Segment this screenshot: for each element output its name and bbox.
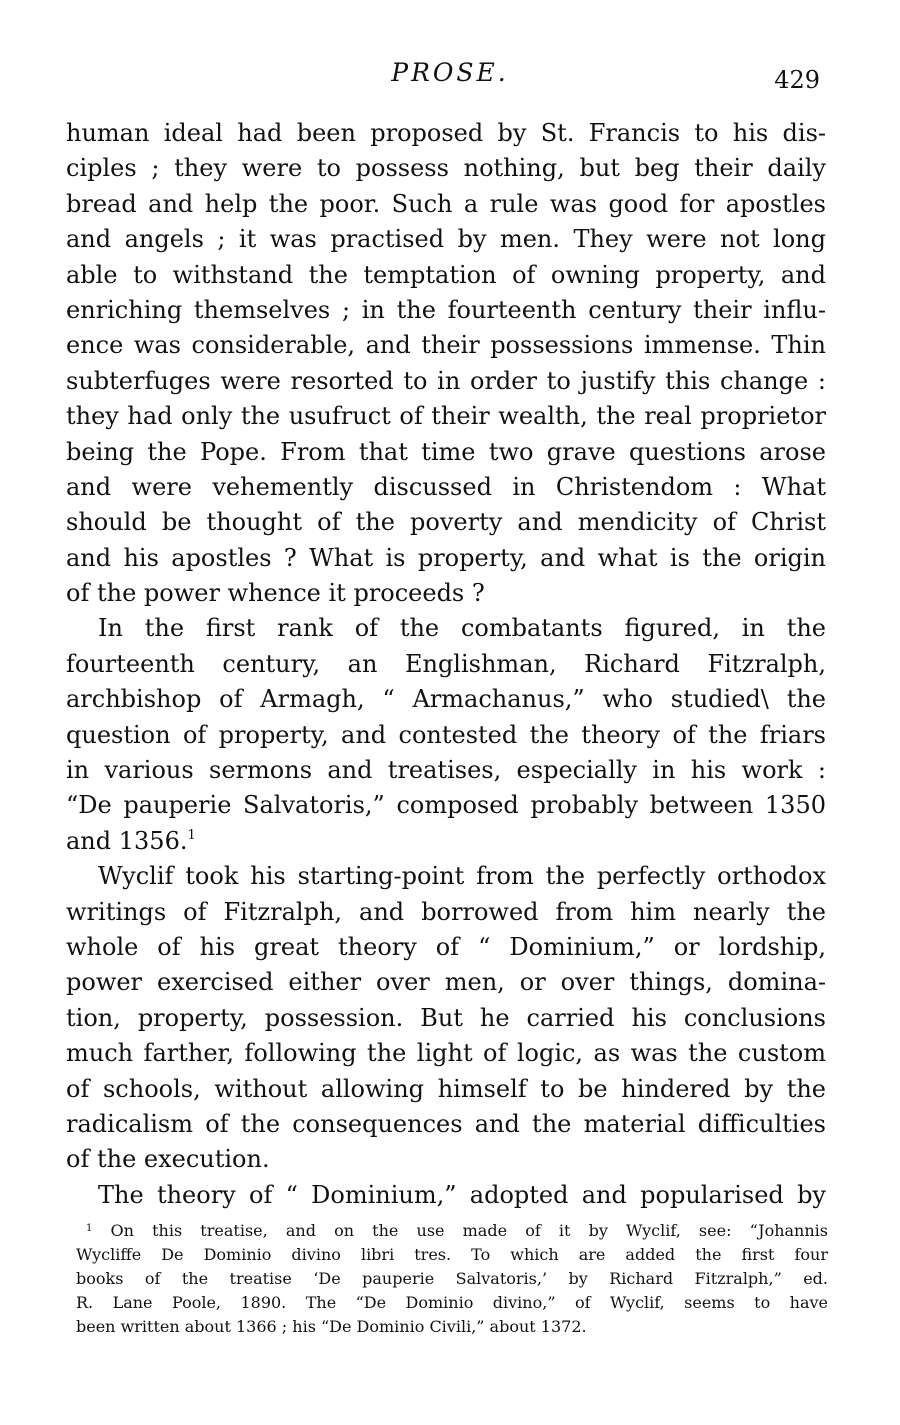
text-line: power exercised either over men, or over things, domina- bbox=[66, 968, 826, 997]
footnote-text: On this treatise, and on the use made of it by Wyclif, see: “Johannis bbox=[110, 1221, 828, 1240]
text-line: Wyclif took his starting-point from the perfectly orthodox bbox=[98, 862, 826, 891]
text-line: bread and help the poor. Such a rule was good for apostles bbox=[66, 189, 826, 218]
footnote-line: been written about 1366 ; his “De Dominio Civili,” about 1372. bbox=[76, 1317, 587, 1336]
page-header bbox=[0, 58, 900, 98]
text-line: question of property, and contested the theory of the friars bbox=[66, 720, 826, 749]
text-line: The theory of “ Dominium,” adopted and popularised by bbox=[98, 1180, 826, 1209]
text-line: they had only the usufruct of their wealth, the real proprietor bbox=[66, 402, 826, 431]
text-line: “De pauperie Salvatoris,” composed probably between 1350 bbox=[66, 791, 826, 820]
text-line: ciples ; they were to possess nothing, but beg their daily bbox=[66, 154, 826, 183]
text-line: much farther, following the light of logic, as was the custom bbox=[66, 1039, 826, 1068]
body-text bbox=[66, 116, 826, 1213]
text-line: In the first rank of the combatants figured, in the bbox=[98, 614, 826, 643]
text-line: of the execution. bbox=[66, 1145, 270, 1174]
page-number: 429 bbox=[774, 66, 820, 94]
text-line: radicalism of the consequences and the material difficulties bbox=[66, 1109, 826, 1138]
footnotes bbox=[76, 1219, 828, 1339]
text-line: writings of Fitzralph, and borrowed from him nearly the bbox=[66, 897, 826, 926]
text-line: archbishop of Armagh, “ Armachanus,” who studied\ the bbox=[66, 685, 826, 714]
paragraph bbox=[66, 859, 826, 1178]
running-head: PROSE. bbox=[391, 58, 509, 87]
text-line: and his apostles ? What is property, and what is the origin bbox=[66, 543, 826, 572]
footnote-line: books of the treatise ‘De pauperie Salvatoris,’ by Richard Fitzralph,” ed. bbox=[76, 1269, 828, 1288]
text-line: in various sermons and treatises, especially in his work : bbox=[66, 756, 826, 785]
text-line: enriching themselves ; in the fourteenth century their influ- bbox=[66, 295, 826, 324]
paragraph bbox=[66, 116, 826, 611]
text-line: of the power whence it proceeds ? bbox=[66, 579, 485, 608]
text-line bbox=[66, 824, 826, 859]
text-line: and angels ; it was practised by men. They were not long bbox=[66, 225, 826, 254]
footnote-reference[interactable]: 1 bbox=[187, 827, 196, 843]
text-line: able to withstand the temptation of owning property, and bbox=[66, 260, 826, 289]
text-line: whole of his great theory of “ Dominium,” or lordship, bbox=[66, 932, 826, 961]
footnote-line: Wycliffe De Dominio divino libri tres. To which are added the first four bbox=[76, 1245, 828, 1264]
text-line: tion, property, possession. But he carried his conclusions bbox=[66, 1003, 826, 1032]
text-line: and were vehemently discussed in Christendom : What bbox=[66, 472, 826, 501]
text-line: ence was considerable, and their possessions immense. Thin bbox=[66, 331, 826, 360]
text-line-content: and 1356. bbox=[66, 826, 188, 855]
text-line: subterfuges were resorted to in order to justify this change : bbox=[66, 366, 826, 395]
text-line: fourteenth century, an Englishman, Richard Fitzralph, bbox=[66, 649, 826, 678]
text-line: human ideal had been proposed by St. Francis to his dis- bbox=[66, 119, 826, 147]
text-line: of schools, without allowing himself to be hindered by the bbox=[66, 1074, 826, 1103]
footnote-line bbox=[76, 1219, 828, 1243]
text-line: should be thought of the poverty and mendicity of Christ bbox=[66, 508, 826, 537]
text-line: being the Pope. From that time two grave questions arose bbox=[66, 437, 826, 466]
footnote-line: R. Lane Poole, 1890. The “De Dominio divino,” of Wyclif, seems to have bbox=[76, 1293, 828, 1312]
paragraph bbox=[66, 1178, 826, 1213]
footnote-mark: 1 bbox=[86, 1223, 93, 1234]
paragraph bbox=[66, 611, 826, 859]
